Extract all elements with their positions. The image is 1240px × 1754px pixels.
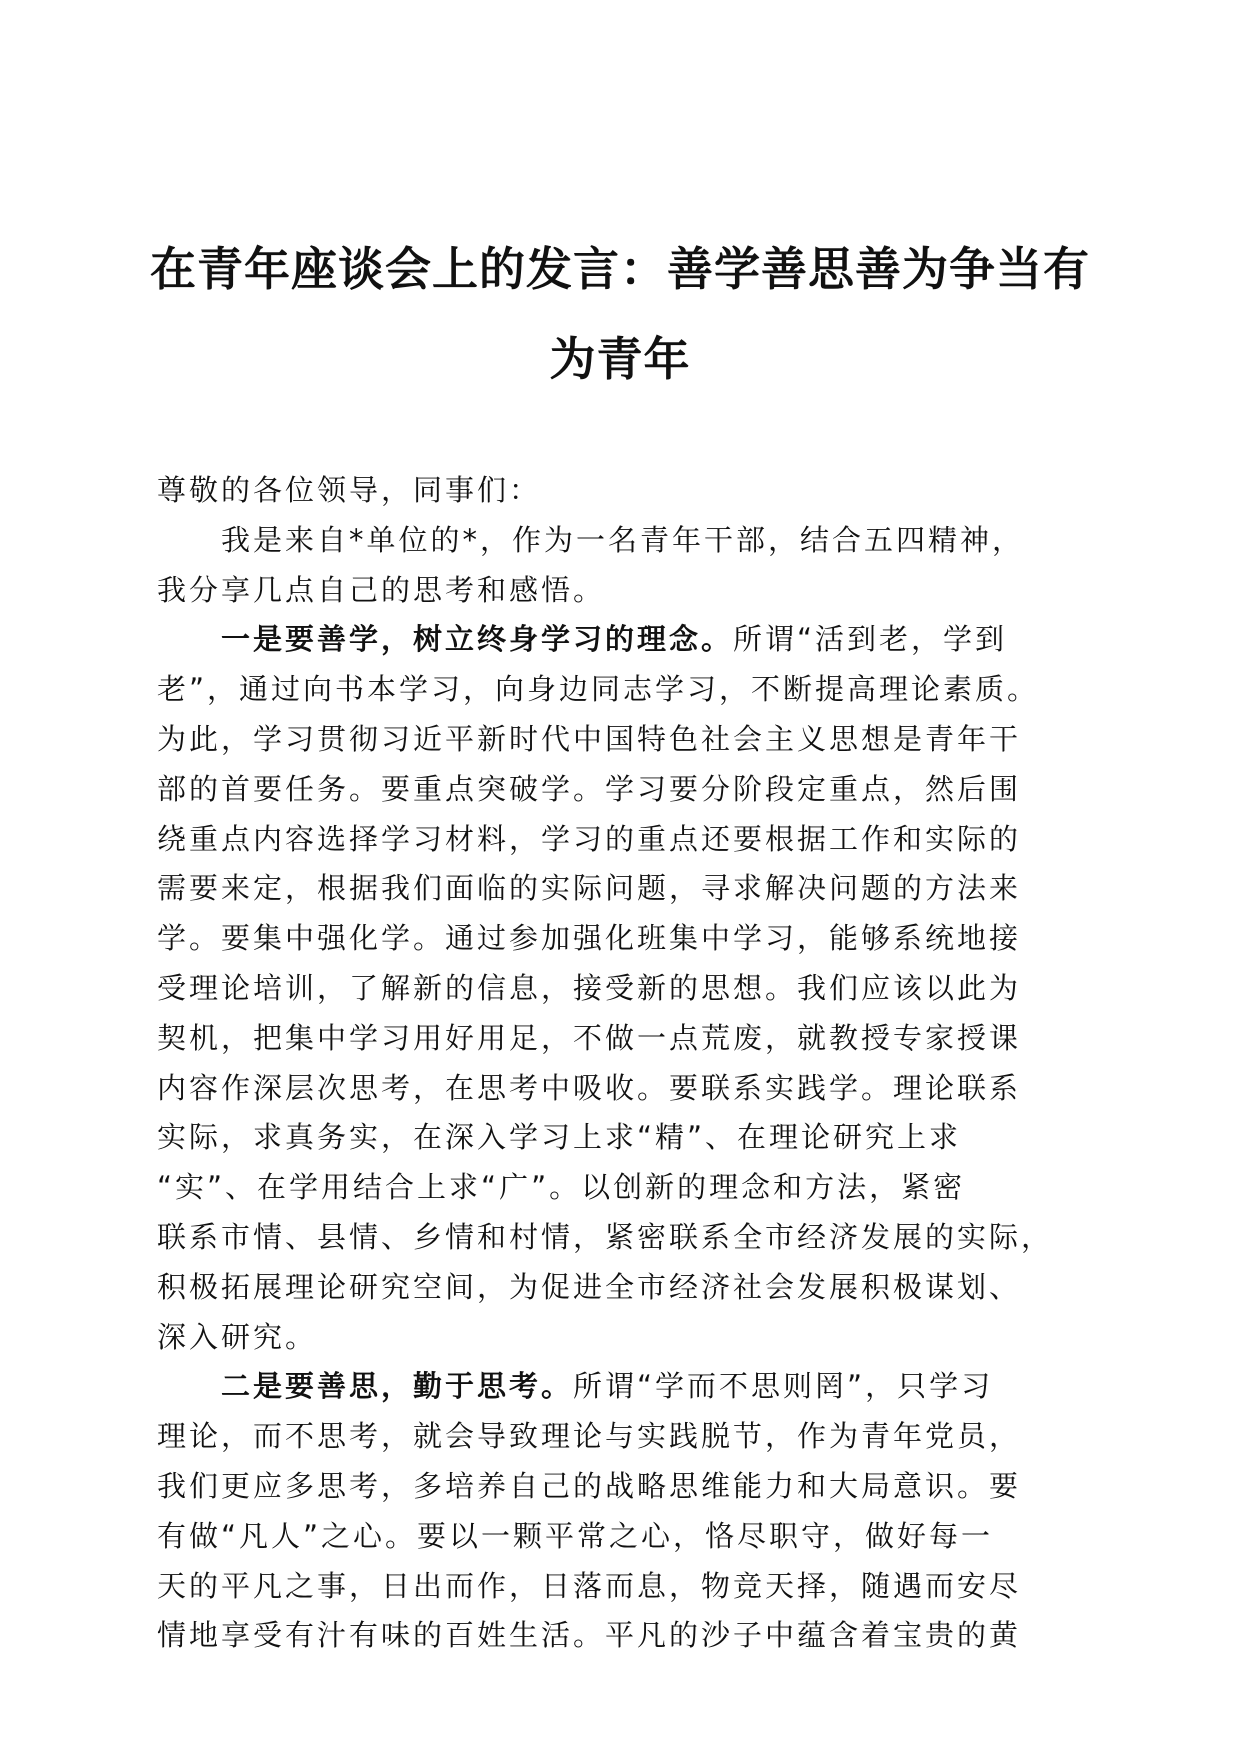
salutation: 尊敬的各位领导，同事们： — [157, 473, 542, 507]
intro-line: 我是来自*单位的*，作为一名青年干部，结合五四精神， — [221, 522, 1025, 557]
paragraph-line: 需要来定，根据我们面临的实际问题，寻求解决问题的方法来 — [157, 871, 1022, 906]
paragraph-line: 理论，而不思考，就会导致理论与实践脱节，作为青年党员， — [157, 1419, 1022, 1454]
paragraph-line: 老”，通过向书本学习，向身边同志学习，不断提高理论素质。 — [157, 672, 1040, 707]
document-body — [157, 466, 1077, 1661]
paragraph-line: 受理论培训，了解新的信息，接受新的思想。我们应该以此为 — [157, 970, 1022, 1005]
paragraph-line: 为此，学习贯彻习近平新时代中国特色社会主义思想是青年干 — [157, 721, 1022, 756]
paragraph-line: 联系市情、县情、乡情和村情，紧密联系全市经济发展的实际， — [157, 1219, 1054, 1254]
intro-line: 我分享几点自己的思考和感悟。 — [157, 572, 606, 607]
section2-first-line — [157, 1362, 1077, 1412]
paragraph-line: 内容作深层次思考，在思考中吸收。要联系实践学。理论联系 — [157, 1070, 1022, 1105]
paragraph-line: 有做“凡人”之心。要以一颗平常之心，恪尽职守，做好每一 — [157, 1518, 994, 1553]
paragraph-line: “实”、在学用结合上求“广”。以创新的理念和方法，紧密 — [157, 1170, 966, 1205]
paragraph-line: 情地享受有汁有味的百姓生活。平凡的沙子中蕴含着宝贵的黄 — [157, 1618, 1022, 1653]
paragraph-line: 绕重点内容选择学习材料，学习的重点还要根据工作和实际的 — [157, 821, 1022, 856]
section1-heading: 一是要善学，树立终身学习的理念。 — [221, 622, 734, 657]
section1-first-line — [157, 615, 1077, 665]
paragraph-line: 天的平凡之事，日出而作，日落而息，物竞天择，随遇而安尽 — [157, 1568, 1022, 1603]
title-line-1: 在青年座谈会上的发言：善学善思善为争当有 — [150, 242, 1090, 296]
paragraph-line: 契机，把集中学习用好用足，不做一点荒废，就教授专家授课 — [157, 1020, 1022, 1055]
document-title — [150, 224, 1090, 404]
paragraph-line: 学。要集中强化学。通过参加强化班集中学习，能够系统地接 — [157, 921, 1022, 956]
paragraph-line: 我们更应多思考，多培养自己的战略思维能力和大局意识。要 — [157, 1468, 1022, 1503]
paragraph-line: 部的首要任务。要重点突破学。学习要分阶段定重点，然后围 — [157, 771, 1022, 806]
paragraph-line: 实际，求真务实，在深入学习上求“精”、在理论研究上求 — [157, 1120, 962, 1155]
paragraph-line: 深入研究。 — [157, 1319, 318, 1354]
section2-first-line-text: 所谓“学而不思则罔”，只学习 — [573, 1369, 994, 1404]
paragraph-line: 积极拓展理论研究空间，为促进全市经济社会发展积极谋划、 — [157, 1269, 1022, 1304]
section2-heading: 二是要善思，勤于思考。 — [221, 1369, 574, 1404]
title-line-2: 为青年 — [549, 332, 691, 386]
section1-first-line-text: 所谓“活到老，学到 — [733, 622, 1008, 657]
